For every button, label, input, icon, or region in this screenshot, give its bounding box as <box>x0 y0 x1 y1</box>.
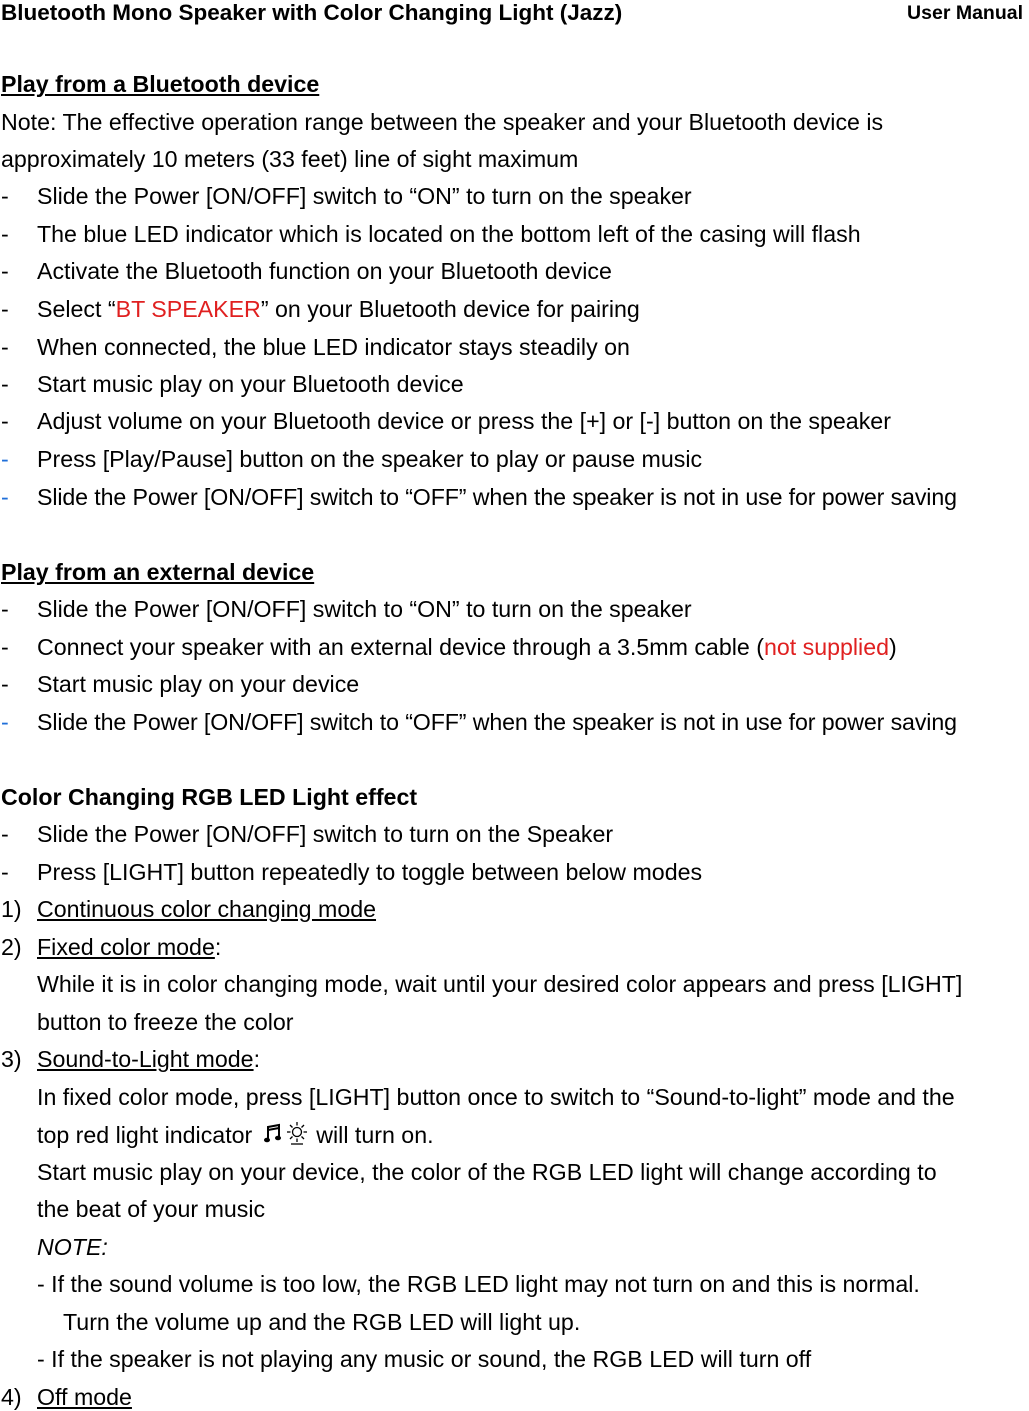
external-step-4: Slide the Power [ON/OFF] switch to “OFF” when the speaker is not in use for power saving <box>37 709 957 735</box>
mode3-desc-line4: the beat of your music <box>37 1196 266 1222</box>
bullet-dash: - <box>1 334 9 360</box>
mode2-desc-line1: While it is in color changing mode, wait until your desired color appears and press [LIGHT] <box>37 971 963 997</box>
step4-prefix: Select “ <box>37 296 116 322</box>
rgb-step-1: Slide the Power [ON/OFF] switch to turn on the Speaker <box>37 821 614 847</box>
mode3-desc-line3: Start music play on your device, the color of the RGB LED light will change according to <box>37 1159 937 1185</box>
mode-number: 3) <box>1 1046 22 1072</box>
rgb-step-2: Press [LIGHT] button repeatedly to toggle between below modes <box>37 859 703 885</box>
step4-suffix: ” on your Bluetooth device for pairing <box>260 296 640 322</box>
mode3-desc2-suffix: will turn on. <box>316 1122 434 1148</box>
step2-prefix: Connect your speaker with an external device through a 3.5mm cable ( <box>37 634 764 660</box>
bullet-dash: - <box>1 484 9 510</box>
bullet-dash: - <box>1 221 9 247</box>
note1-line2: Turn the volume up and the RGB LED will light up. <box>63 1309 581 1335</box>
mode-continuous: Continuous color changing mode <box>37 896 377 922</box>
mode2-desc-line2: button to freeze the color <box>37 1009 294 1035</box>
bullet-dash: - <box>1 709 9 735</box>
external-step-1: Slide the Power [ON/OFF] switch to “ON” to turn on the speaker <box>37 596 692 622</box>
bullet-dash: - <box>1 296 9 322</box>
colon: : <box>214 934 222 960</box>
bt-speaker-name: BT SPEAKER <box>115 296 261 322</box>
section-heading-bluetooth: Play from a Bluetooth device <box>1 71 320 97</box>
mode-number: 4) <box>1 1384 22 1410</box>
bluetooth-step-4 <box>37 295 640 323</box>
bluetooth-step-8: Press [Play/Pause] button on the speaker to play or pause music <box>37 446 703 472</box>
section-heading-rgb: Color Changing RGB LED Light effect <box>1 784 418 810</box>
mode-number: 1) <box>1 896 22 922</box>
mode-fixed-wrap <box>37 933 221 961</box>
bullet-dash: - <box>1 859 9 885</box>
bullet-dash: - <box>1 671 9 697</box>
bullet-dash: - <box>1 821 9 847</box>
bluetooth-step-9: Slide the Power [ON/OFF] switch to “OFF” when the speaker is not in use for power saving <box>37 484 957 510</box>
mode3-desc2-prefix: top red light indicator <box>37 1122 253 1148</box>
external-step-2 <box>37 633 897 661</box>
external-step-3: Start music play on your device <box>37 671 360 697</box>
user-manual-label: User Manual <box>907 2 1023 24</box>
bluetooth-step-5: When connected, the blue LED indicator stays steadily on <box>37 334 630 360</box>
bluetooth-step-1: Slide the Power [ON/OFF] switch to “ON” to turn on the speaker <box>37 183 692 209</box>
mode-number: 2) <box>1 934 22 960</box>
bullet-dash: - <box>1 634 9 660</box>
bullet-dash: - <box>1 446 9 472</box>
mode-fixed: Fixed color mode <box>37 934 215 960</box>
step2-suffix: ) <box>889 634 897 660</box>
document-title: Bluetooth Mono Speaker with Color Changing Light (Jazz) <box>1 0 623 25</box>
bullet-dash: - <box>1 596 9 622</box>
colon: : <box>253 1046 261 1072</box>
mode-off: Off mode <box>37 1384 132 1410</box>
bluetooth-note-line1: Note: The effective operation range between the speaker and your Bluetooth device is <box>1 109 884 135</box>
bluetooth-step-6: Start music play on your Bluetooth device <box>37 371 464 397</box>
not-supplied-note: not supplied <box>763 634 889 660</box>
bluetooth-step-7: Adjust volume on your Bluetooth device or press the [+] or [-] button on the speaker <box>37 408 891 434</box>
mode3-desc-line2 <box>37 1120 434 1149</box>
section-heading-external: Play from an external device <box>1 559 315 585</box>
note1-line1: - If the sound volume is too low, the RGB LED light may not turn on and this is normal. <box>37 1271 920 1297</box>
mode3-desc-line1: In fixed color mode, press [LIGHT] button once to switch to “Sound-to-light” mode and the <box>37 1084 955 1110</box>
note-label: NOTE: <box>37 1234 108 1260</box>
note2: - If the speaker is not playing any music or sound, the RGB LED will turn off <box>37 1346 812 1372</box>
mode-sound-wrap <box>37 1045 260 1073</box>
bluetooth-step-3: Activate the Bluetooth function on your Bluetooth device <box>37 258 612 284</box>
bluetooth-note-line2: approximately 10 meters (33 feet) line of sight maximum <box>1 146 579 172</box>
bullet-dash: - <box>1 408 9 434</box>
music-note-sun-icon <box>264 1120 314 1146</box>
bullet-dash: - <box>1 258 9 284</box>
mode-sound-to-light: Sound-to-Light mode <box>37 1046 254 1072</box>
bullet-dash: - <box>1 371 9 397</box>
page-header <box>1 0 1023 26</box>
bullet-dash: - <box>1 183 9 209</box>
bluetooth-step-2: The blue LED indicator which is located on the bottom left of the casing will flash <box>37 221 861 247</box>
